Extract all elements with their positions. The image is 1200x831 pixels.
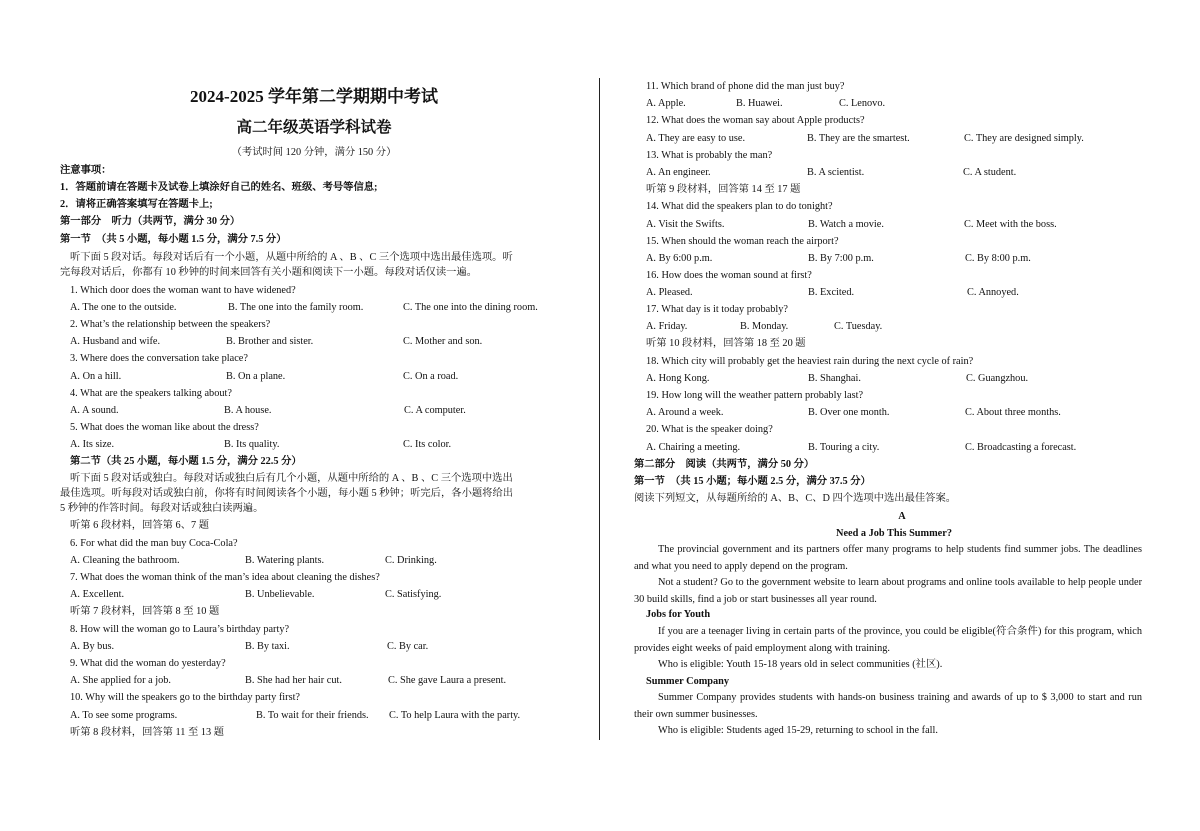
option-c: C. Drinking. — [385, 555, 437, 566]
question-stem: 10. Why will the speakers go to the birthday party first? — [70, 692, 301, 703]
column-divider — [599, 78, 600, 740]
passage-paragraph: Who is eligible: Students aged 15-29, returning to school in the fall. — [658, 725, 938, 736]
passage-letter: A — [898, 511, 906, 522]
option-a: A. Chairing a meeting. — [646, 442, 741, 453]
option-c: C. Guangzhou. — [966, 373, 1029, 384]
question-stem: 7. What does the woman think of the man’s idea about cleaning the dishes? — [70, 572, 380, 583]
right-column — [634, 0, 1146, 831]
option-b: B. They are the smartest. — [807, 133, 910, 144]
notes-item-2: 2．请将正确答案填写在答题卡上; — [60, 199, 213, 210]
question-stem: 6. For what did the man buy Coca-Cola? — [70, 538, 238, 549]
material-note: 听第 10 段材料，回答第 18 至 20 题 — [646, 338, 806, 349]
question-stem: 2. What’s the relationship between the speakers? — [70, 319, 271, 330]
option-c: C. By 8:00 p.m. — [965, 253, 1031, 264]
option-a: A. By 6:00 p.m. — [646, 253, 713, 264]
option-c: C. A student. — [963, 167, 1017, 178]
option-b: B. Touring a city. — [808, 442, 880, 453]
question-stem: 1. Which door does the woman want to have widened? — [70, 285, 296, 296]
part1-section1-heading: 第一节 （共 5 小题，每小题 1.5 分，满分 7.5 分） — [60, 234, 287, 245]
option-a: A. Around a week. — [646, 407, 724, 418]
option-b: B. By 7:00 p.m. — [808, 253, 874, 264]
option-c: C. Its color. — [403, 439, 452, 450]
option-c: C. Lenovo. — [839, 98, 886, 109]
option-b: B. Watch a movie. — [808, 219, 884, 230]
question-stem: 15. When should the woman reach the airport? — [646, 236, 839, 247]
exam-info: （考试时间 120 分钟，满分 150 分） — [231, 147, 397, 158]
question-stem: 5. What does the woman like about the dress? — [70, 422, 259, 433]
option-b: B. She had her hair cut. — [245, 675, 342, 686]
option-c: C. A computer. — [404, 405, 466, 416]
option-b: B. Watering plants. — [245, 555, 325, 566]
part1-instruction-line: 最佳选项。听每段对话或独白前，你将有时间阅读各个小题，每小题 5 秒钟；听完后，各小题将给出 — [60, 488, 514, 499]
passage-paragraph: If you are a teenager living in certain parts of the province, you could be eligible(符合条件) for this program, which provides eight weeks of paid employment along with training. — [634, 626, 1142, 654]
option-a: A. Hong Kong. — [646, 373, 710, 384]
part1-instruction-line: 听下面 5 段对话。每段对话后有一个小题，从题中所给的 A 、B 、C 三个选项中选出最佳选项。听 — [70, 252, 513, 263]
question-stem: 17. What day is it today probably? — [646, 304, 788, 315]
question-stem: 3. Where does the conversation take place? — [70, 353, 248, 364]
notes-heading: 注意事项： — [60, 165, 112, 176]
option-c: C. She gave Laura a present. — [388, 675, 507, 686]
passage-paragraph: Who is eligible: Youth 15-18 years old in select communities (社区). — [658, 659, 943, 670]
part1-instruction-line: 完每段对话后，你都有 10 秒钟的时间来回答有关小题和阅读下一小题。每段对话仅读一遍。 — [60, 267, 478, 278]
option-a: A. To see some programs. — [70, 710, 178, 721]
option-a: A. An engineer. — [646, 167, 711, 178]
option-c: C. Tuesday. — [834, 321, 883, 332]
option-a: A. Friday. — [646, 321, 688, 332]
option-c: C. The one into the dining room. — [403, 302, 538, 313]
option-b: B. The one into the family room. — [228, 302, 364, 313]
material-note: 听第 6 段材料，回答第 6、7 题 — [70, 520, 210, 531]
option-a: A. Pleased. — [646, 287, 693, 298]
question-stem: 11. Which brand of phone did the man just buy? — [646, 81, 845, 92]
option-b: B. Monday. — [740, 321, 789, 332]
option-a: A. Apple. — [646, 98, 686, 109]
option-b: B. A house. — [224, 405, 272, 416]
material-note: 听第 8 段材料，回答第 11 至 13 题 — [70, 727, 225, 738]
part2-instruction: 阅读下列短文，从每题所给的 A、B、C、D 四个选项中选出最佳答案。 — [634, 493, 957, 504]
option-a: A. Visit the Swifts. — [646, 219, 725, 230]
option-a: A. By bus. — [70, 641, 115, 652]
passage-paragraph: The provincial government and its partners offer many programs to help students find summer jobs. The deadlines and what you need to apply depend on the program. — [634, 544, 1142, 572]
part1-section2-heading: 第二节（共 25 小题，每小题 1.5 分，满分 22.5 分） — [70, 456, 302, 467]
option-c: C. To help Laura with the party. — [389, 710, 521, 721]
option-a: A. They are easy to use. — [646, 133, 746, 144]
exam-title: 2024-2025 学年第二学期期中考试 — [190, 87, 438, 106]
part2-heading: 第二部分 阅读（共两节，满分 50 分） — [634, 459, 815, 470]
part1-heading: 第一部分 听力（共两节，满分 30 分） — [60, 216, 241, 227]
option-b: B. A scientist. — [807, 167, 865, 178]
option-c: C. Annoyed. — [967, 287, 1019, 298]
option-a: A. Its size. — [70, 439, 115, 450]
option-a: A. Excellent. — [70, 589, 125, 600]
option-c: C. Mother and son. — [403, 336, 483, 347]
option-c: C. Meet with the boss. — [964, 219, 1057, 230]
passage-paragraph: Not a student? Go to the government website to learn about programs and online tools available to help people under 30 build skills, find a job or start businesses all year round. — [634, 577, 1142, 605]
part1-instruction-line: 听下面 5 段对话或独白。每段对话或独白后有几个小题，从题中所给的 A 、B 、C 三个选项中选出 — [70, 473, 513, 484]
option-a: A. She applied for a job. — [70, 675, 171, 686]
option-b: B. By taxi. — [245, 641, 290, 652]
option-b: B. Shanghai. — [808, 373, 861, 384]
option-a: A. Cleaning the bathroom. — [70, 555, 180, 566]
notes-item-1: 1．答题前请在答题卡及试卷上填涂好自己的姓名、班级、考号等信息; — [60, 182, 378, 193]
option-c: C. About three months. — [965, 407, 1061, 418]
passage-title: Need a Job This Summer? — [836, 528, 952, 539]
question-stem: 4. What are the speakers talking about? — [70, 388, 232, 399]
question-stem: 12. What does the woman say about Apple products? — [646, 115, 865, 126]
option-b: B. Brother and sister. — [226, 336, 314, 347]
passage-subheading: Jobs for Youth — [646, 609, 711, 620]
part2-section1-heading: 第一节 （共 15 小题；每小题 2.5 分，满分 37.5 分） — [634, 476, 871, 487]
option-c: C. By car. — [387, 641, 429, 652]
option-b: B. Over one month. — [808, 407, 890, 418]
option-b: B. On a plane. — [226, 371, 286, 382]
question-stem: 19. How long will the weather pattern probably last? — [646, 390, 864, 401]
option-a: A. On a hill. — [70, 371, 122, 382]
question-stem: 20. What is the speaker doing? — [646, 424, 773, 435]
question-stem: 14. What did the speakers plan to do tonight? — [646, 201, 833, 212]
passage-subheading: Summer Company — [646, 676, 730, 687]
option-c: C. Satisfying. — [385, 589, 442, 600]
passage-paragraph: Summer Company provides students with hands-on business training and awards of up to $ 3,000 to start and run their own summer businesses. — [634, 692, 1142, 720]
option-b: B. To wait for their friends. — [256, 710, 369, 721]
option-b: B. Excited. — [808, 287, 855, 298]
option-a: A. The one to the outside. — [70, 302, 177, 313]
question-stem: 18. Which city will probably get the heaviest rain during the next cycle of rain? — [646, 356, 974, 367]
material-note: 听第 9 段材料，回答第 14 至 17 题 — [646, 184, 801, 195]
question-stem: 16. How does the woman sound at first? — [646, 270, 812, 281]
question-stem: 9. What did the woman do yesterday? — [70, 658, 226, 669]
left-column — [58, 0, 570, 831]
question-stem: 8. How will the woman go to Laura’s birthday party? — [70, 624, 290, 635]
option-c: C. They are designed simply. — [964, 133, 1084, 144]
option-a: A. A sound. — [70, 405, 119, 416]
option-c: C. Broadcasting a forecast. — [965, 442, 1077, 453]
option-c: C. On a road. — [403, 371, 459, 382]
question-stem: 13. What is probably the man? — [646, 150, 773, 161]
option-b: B. Unbelievable. — [245, 589, 315, 600]
exam-subtitle: 高二年级英语学科试卷 — [236, 119, 392, 136]
option-b: B. Huawei. — [736, 98, 783, 109]
option-a: A. Husband and wife. — [70, 336, 161, 347]
part1-instruction-line: 5 秒钟的作答时间。每段对话或独白读两遍。 — [60, 503, 264, 514]
material-note: 听第 7 段材料，回答第 8 至 10 题 — [70, 606, 220, 617]
option-b: B. Its quality. — [224, 439, 280, 450]
